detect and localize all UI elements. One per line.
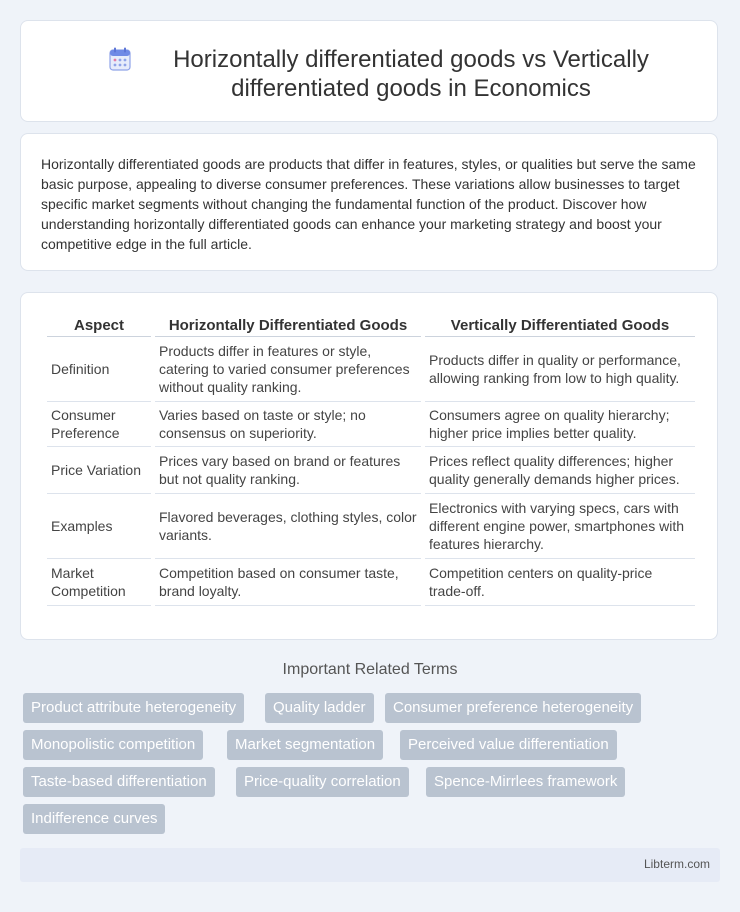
table-row [47, 337, 695, 402]
horizontal-cell: Flavored beverages, clothing styles, color variants. [155, 494, 421, 559]
related-term-tag[interactable]: Monopolistic competition [23, 730, 203, 760]
horizontal-cell: Varies based on taste or style; no consensus on superiority. [155, 402, 421, 447]
vertical-cell: Products differ in quality or performance, allowing ranking from low to high quality. [425, 337, 695, 402]
horizontal-cell: Products differ in features or style, catering to varied consumer preferences without quality ranking. [155, 337, 421, 402]
page-title-line2: differentiated goods in Economics [231, 75, 591, 102]
related-term-tag[interactable]: Perceived value differentiation [400, 730, 617, 760]
intro-paragraph: Horizontally differentiated goods are products that differ in features, styles, or qualities but serve the same basic purpose, appealing to diverse consumer preferences. These variations allow businesses to target specific market segments without changing the fundamental function of the product. Discover how understanding horizontally differentiated goods can enhance your marketing strategy and boost your competitive edge in the full article. [41, 156, 696, 252]
table-row [47, 402, 695, 447]
comparison-table [43, 313, 699, 606]
comparison-card [20, 292, 718, 640]
related-term-tag[interactable]: Taste-based differentiation [23, 767, 215, 797]
table-row [47, 447, 695, 494]
page-title-line1: Horizontally differentiated goods vs Vertically [173, 46, 649, 73]
related-term-tag[interactable]: Quality ladder [265, 693, 374, 723]
horizontal-cell: Competition based on consumer taste, brand loyalty. [155, 559, 421, 606]
footer [20, 848, 720, 882]
related-term-tag[interactable]: Indifference curves [23, 804, 165, 834]
header-vertical: Vertically Differentiated Goods [425, 313, 695, 337]
horizontal-cell: Prices vary based on brand or features but not quality ranking. [155, 447, 421, 494]
header-horizontal: Horizontally Differentiated Goods [155, 313, 421, 337]
table-header-row [47, 313, 695, 337]
vertical-cell: Electronics with varying specs, cars with different engine power, smartphones with features hierarchy. [425, 494, 695, 559]
vertical-cell: Prices reflect quality differences; higher quality generally demands higher prices. [425, 447, 695, 494]
related-term-tag[interactable]: Product attribute heterogeneity [23, 693, 244, 723]
related-term-tag[interactable]: Consumer preference heterogeneity [385, 693, 641, 723]
page-title [141, 45, 681, 103]
related-terms-title: Important Related Terms [282, 661, 458, 678]
calendar-icon [109, 47, 131, 71]
aspect-cell: Definition [47, 337, 151, 402]
aspect-cell: Examples [47, 494, 151, 559]
vertical-cell: Competition centers on quality-price trade-off. [425, 559, 695, 606]
related-term-tag[interactable]: Market segmentation [227, 730, 383, 760]
related-term-tag[interactable]: Price-quality correlation [236, 767, 409, 797]
related-term-tag[interactable]: Spence-Mirrlees framework [426, 767, 625, 797]
aspect-cell: Market Competition [47, 559, 151, 606]
table-row [47, 494, 695, 559]
footer-site-link[interactable]: Libterm.com [643, 857, 710, 871]
table-row [47, 559, 695, 606]
vertical-cell: Consumers agree on quality hierarchy; higher price implies better quality. [425, 402, 695, 447]
aspect-cell: Price Variation [47, 447, 151, 494]
title-card [20, 20, 718, 122]
header-aspect: Aspect [47, 313, 151, 337]
intro-card [20, 133, 718, 271]
aspect-cell: Consumer Preference [47, 402, 151, 447]
